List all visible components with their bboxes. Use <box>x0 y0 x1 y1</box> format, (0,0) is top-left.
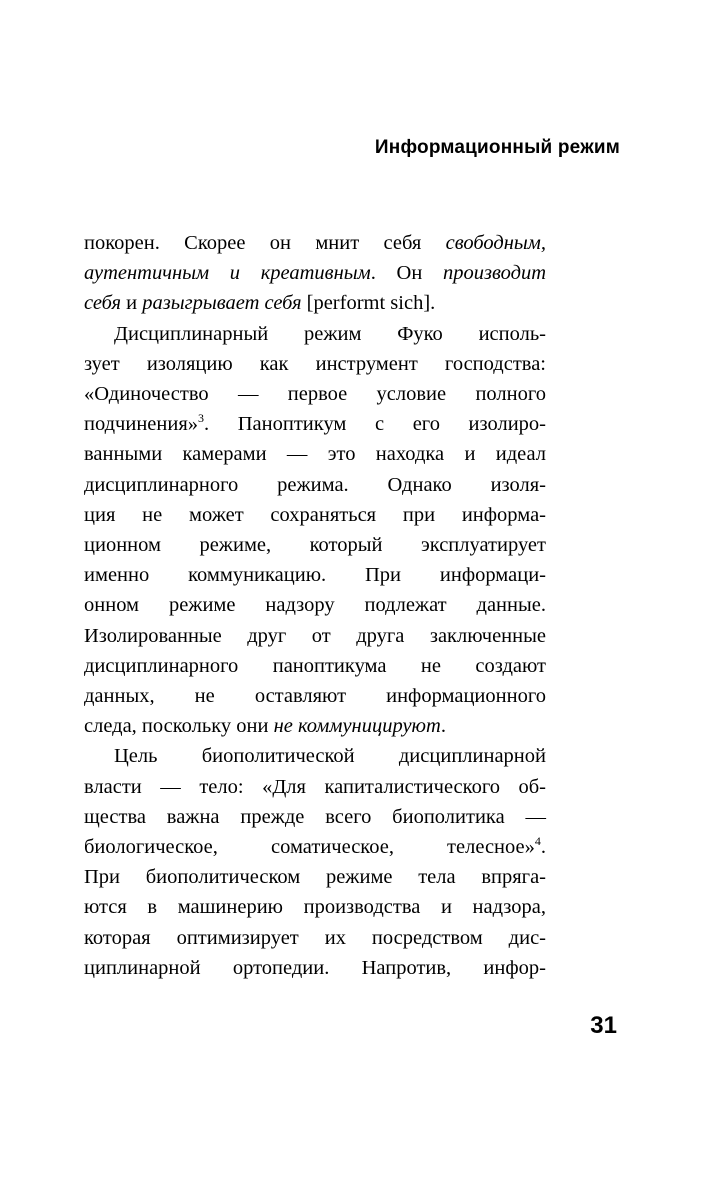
body-text: ются в машинерию производства и надзора, <box>84 896 546 919</box>
text-line <box>84 832 546 862</box>
body-text: биологическое, соматическое, телесное» <box>84 836 535 859</box>
body-text: . Паноптикум с его изолиро- <box>204 413 546 436</box>
body-text: данных, не оставляют информационного <box>84 685 546 708</box>
body-text: [performt sich]. <box>301 292 436 315</box>
paragraph <box>84 228 546 319</box>
page-text <box>84 228 546 983</box>
italic-text: себя <box>84 292 121 315</box>
text-line <box>84 772 546 802</box>
body-text: ция не может сохраняться при информа- <box>84 503 546 526</box>
body-text: которая оптимизирует их посредством дис- <box>84 926 546 949</box>
text-line <box>84 228 546 258</box>
paragraph <box>84 741 546 983</box>
text-line <box>84 802 546 832</box>
body-text: При биополитическом режиме тела впряга- <box>84 866 546 889</box>
body-text: власти — тело: «Для капиталистического об- <box>84 775 546 798</box>
body-text: ванными камерами — это находка и идеал <box>84 443 546 466</box>
text-line <box>84 500 546 530</box>
body-text: покорен. Скорее он мнит себя <box>84 232 446 254</box>
body-text: следа, поскольку они <box>84 715 274 738</box>
paragraph <box>84 319 546 742</box>
body-text: . <box>440 715 446 738</box>
text-line <box>84 288 546 318</box>
italic-text: свободным, <box>445 232 546 254</box>
body-text: Изолированные друг от друга заключенные <box>84 624 546 647</box>
footnote-marker: 3 <box>198 411 205 426</box>
body-text: ционном режиме, который эксплуатирует <box>84 534 546 557</box>
body-text: и <box>121 292 143 315</box>
text-line <box>84 560 546 590</box>
text-line <box>84 741 546 771</box>
body-text: циплинарной ортопедии. Напротив, инфор- <box>84 956 546 979</box>
body-text: зует изоляцию как инструмент господства: <box>84 352 546 375</box>
body-text: подчинения» <box>84 413 199 436</box>
text-line <box>84 349 546 379</box>
italic-text: не коммуницируют <box>273 715 441 738</box>
footnote-marker: 4 <box>534 834 541 849</box>
text-line <box>84 892 546 922</box>
text-line <box>84 439 546 469</box>
text-line <box>84 711 546 741</box>
body-text: дисциплинарного паноптикума не создают <box>84 654 546 677</box>
running-header: Информационный режим <box>374 137 620 158</box>
italic-text: разыгрывает себя <box>142 292 302 315</box>
text-line <box>84 651 546 681</box>
text-line <box>84 530 546 560</box>
body-text: «Одиночество — первое условие полного <box>84 383 546 406</box>
text-line <box>84 590 546 620</box>
body-text: онном режиме надзору подлежат данные. <box>84 594 546 617</box>
text-line <box>84 923 546 953</box>
text-line <box>84 621 546 651</box>
italic-text: производит <box>442 262 546 285</box>
italic-text: аутентичным и креативным <box>84 262 371 285</box>
body-text: дисциплинарного режима. Однако изоля- <box>84 473 546 496</box>
text-line <box>84 319 546 349</box>
body-text: . <box>540 836 546 859</box>
body-text: Цель биополитической дисциплинарной <box>114 745 546 768</box>
body-text: именно коммуникацию. При информаци- <box>84 564 546 587</box>
body-text: Дисциплинарный режим Фуко исполь- <box>114 322 546 345</box>
text-line <box>84 379 546 409</box>
text-line <box>84 862 546 892</box>
text-line <box>84 681 546 711</box>
page-number: 31 <box>590 1012 617 1039</box>
body-text: . Он <box>370 262 443 285</box>
text-line <box>84 470 546 500</box>
text-line <box>84 953 546 983</box>
body-text: щества важна прежде всего биополитика — <box>84 805 546 828</box>
text-line <box>84 409 546 439</box>
text-line <box>84 258 546 288</box>
